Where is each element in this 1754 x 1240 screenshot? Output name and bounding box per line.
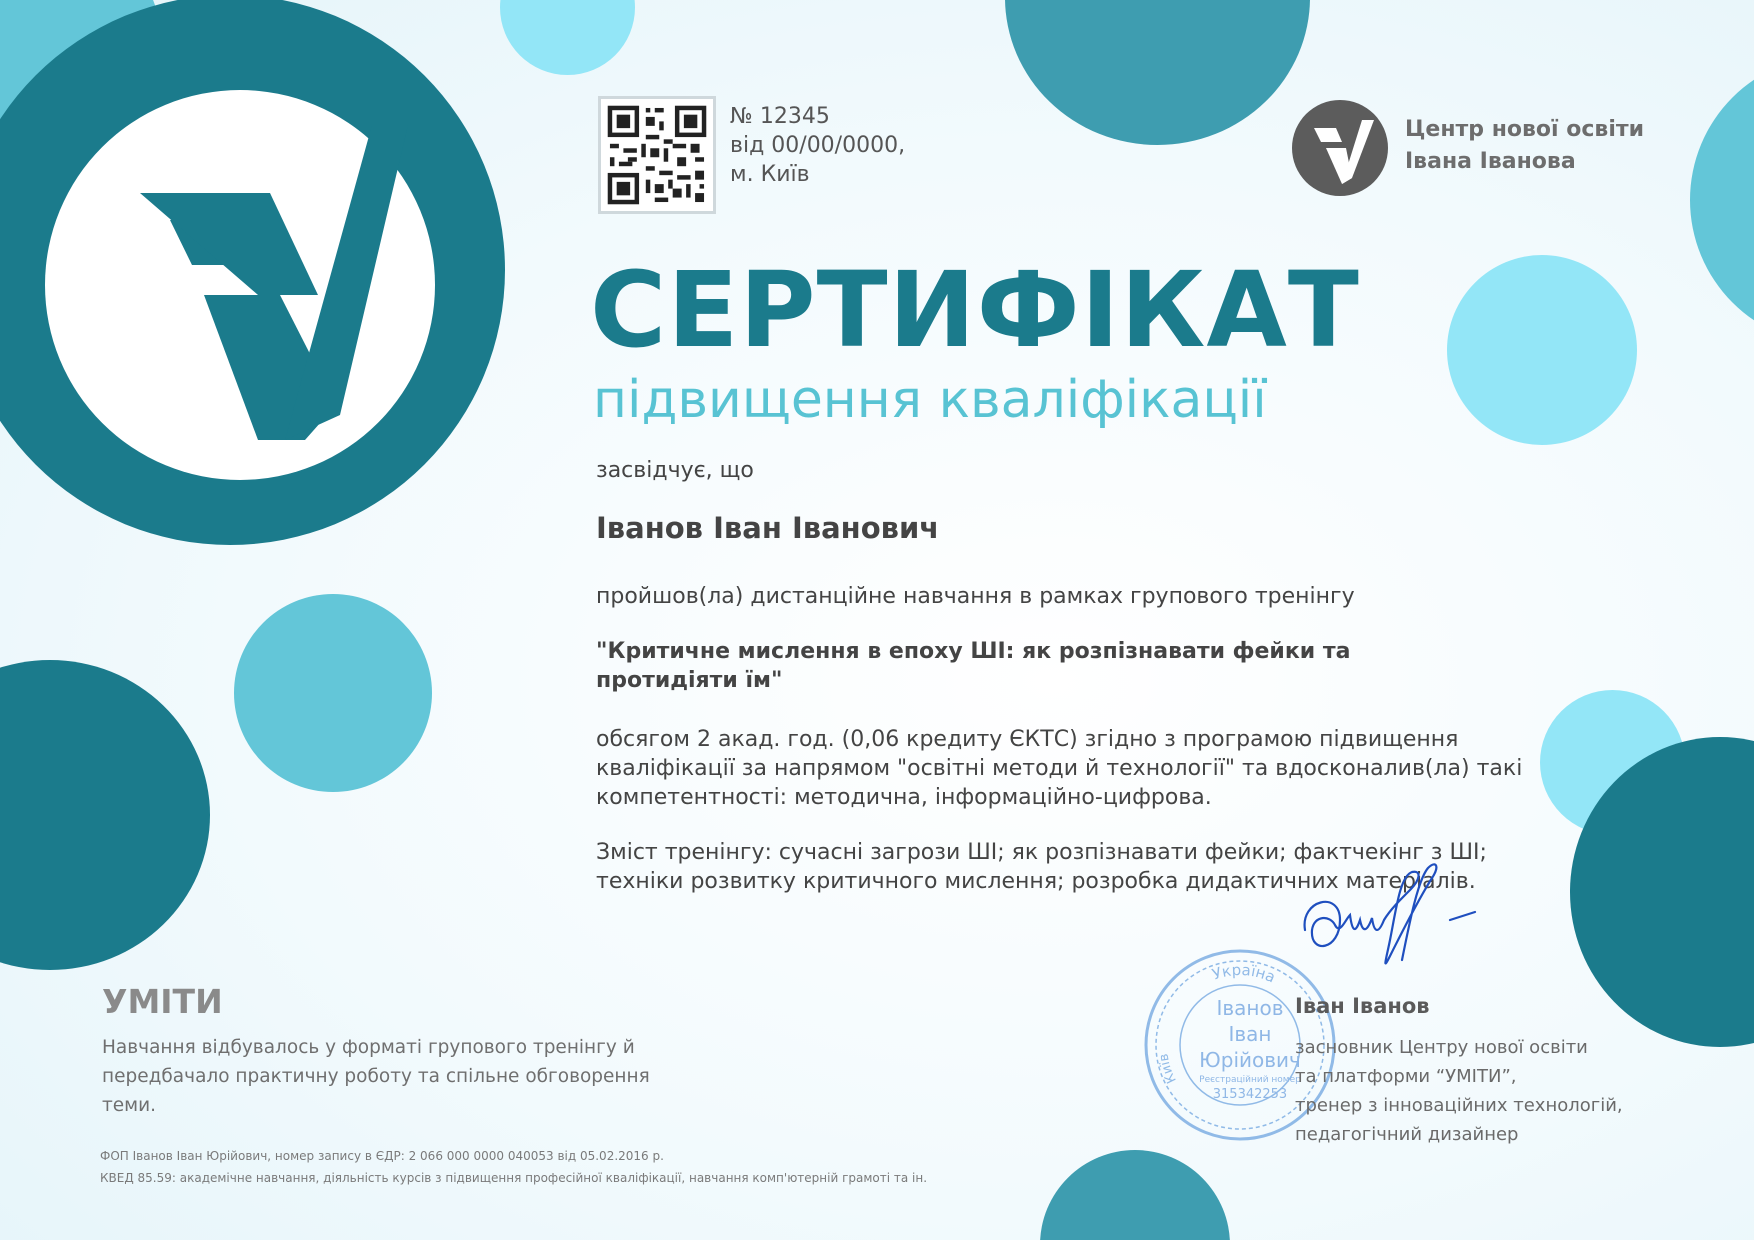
legal-line: ФОП Іванов Іван Юрійович, номер запису в ЄДР: 2 066 000 0000 040053 від 05.02.2016 р. (100, 1149, 664, 1163)
stamp-reg: Реєстраційний номер (1199, 1075, 1301, 1085)
decor-circle (0, 660, 210, 970)
decor-circle (1040, 1150, 1230, 1240)
certificate-number: № 12345 (730, 104, 830, 129)
org-name-line1: Центр нової освіти (1405, 117, 1645, 142)
legal-info (100, 1145, 1000, 1189)
attests-text: засвідчує, що (596, 458, 754, 483)
decor-circle (1005, 0, 1310, 145)
decor-circle (1690, 55, 1754, 345)
stamp-line: Іванов (1216, 996, 1284, 1020)
stamp-line: Іван (1228, 1022, 1272, 1046)
main-logo-icon (0, 0, 565, 565)
stamp-arc-left: Київ (1156, 1052, 1180, 1086)
recipient-name: Іванов Іван Іванович (596, 511, 940, 545)
document-meta (730, 102, 905, 189)
org-logo-icon (1290, 98, 1390, 198)
signer-role-line: засновник Центру нової освіти (1295, 1037, 1588, 1058)
signer-name: Іван Іванов (1295, 994, 1430, 1018)
course-title: "Критичне мислення в епоху ШІ: як розпізнавати фейки та протидіяти їм" (596, 639, 1351, 693)
signer-role (1295, 1033, 1655, 1149)
org-name (1405, 114, 1644, 178)
format-description: Навчання відбувалось у форматі групового тренінгу й передбачало практичну роботу та спільне обговорення теми. (102, 1037, 650, 1116)
certificate-date: від 00/00/0000, (730, 133, 906, 158)
signer-role-line: тренер з інноваційних технологій, (1295, 1095, 1623, 1116)
passed-text: пройшов(ла) дистанційне навчання в рамках групового тренінгу (596, 584, 1355, 609)
svg-text:Україна (1210, 961, 1278, 987)
certificate-subtitle: підвищення кваліфікації (593, 370, 1267, 430)
decor-circle (234, 594, 432, 792)
certificate-city: м. Київ (730, 162, 810, 187)
svg-text:Київ (1156, 1053, 1179, 1086)
stamp-line: Юрійович (1199, 1048, 1301, 1072)
platform-brand: УМІТИ (102, 982, 223, 1021)
signer-role-line: педагогічний дизайнер (1295, 1124, 1519, 1145)
decor-circle (1447, 255, 1637, 445)
signature-icon (1300, 860, 1540, 980)
signer-role-line: та платформи “УМІТИ”, (1295, 1066, 1517, 1087)
org-name-line2: Івана Іванова (1405, 149, 1576, 174)
certificate-title: СЕРТИФІКАТ (590, 249, 1360, 371)
legal-line: КВЕД 85.59: академічне навчання, діяльність курсів з підвищення професійної кваліфікації, навчання комп'ютерній грамоті та ін. (100, 1171, 928, 1185)
qr-code-icon (598, 96, 716, 214)
stamp-code: 315342253 (1212, 1087, 1288, 1102)
volume-text: обсягом 2 акад. год. (0,06 кредиту ЄКТС) згідно з програмою підвищення кваліфікації за напрямом "освітні методи й технології" та вдосконалив(ла) такі компетентності: методична, інформаційно-цифрова. (596, 727, 1523, 810)
content-text: Зміст тренінгу: сучасні загрози ШІ; як розпізнавати фейки; фактчекінг з ШІ; техніки розвитку критичного мислення; розробка дидактичних матеріалів. (596, 840, 1487, 894)
stamp-arc-top: Україна (1209, 960, 1279, 987)
